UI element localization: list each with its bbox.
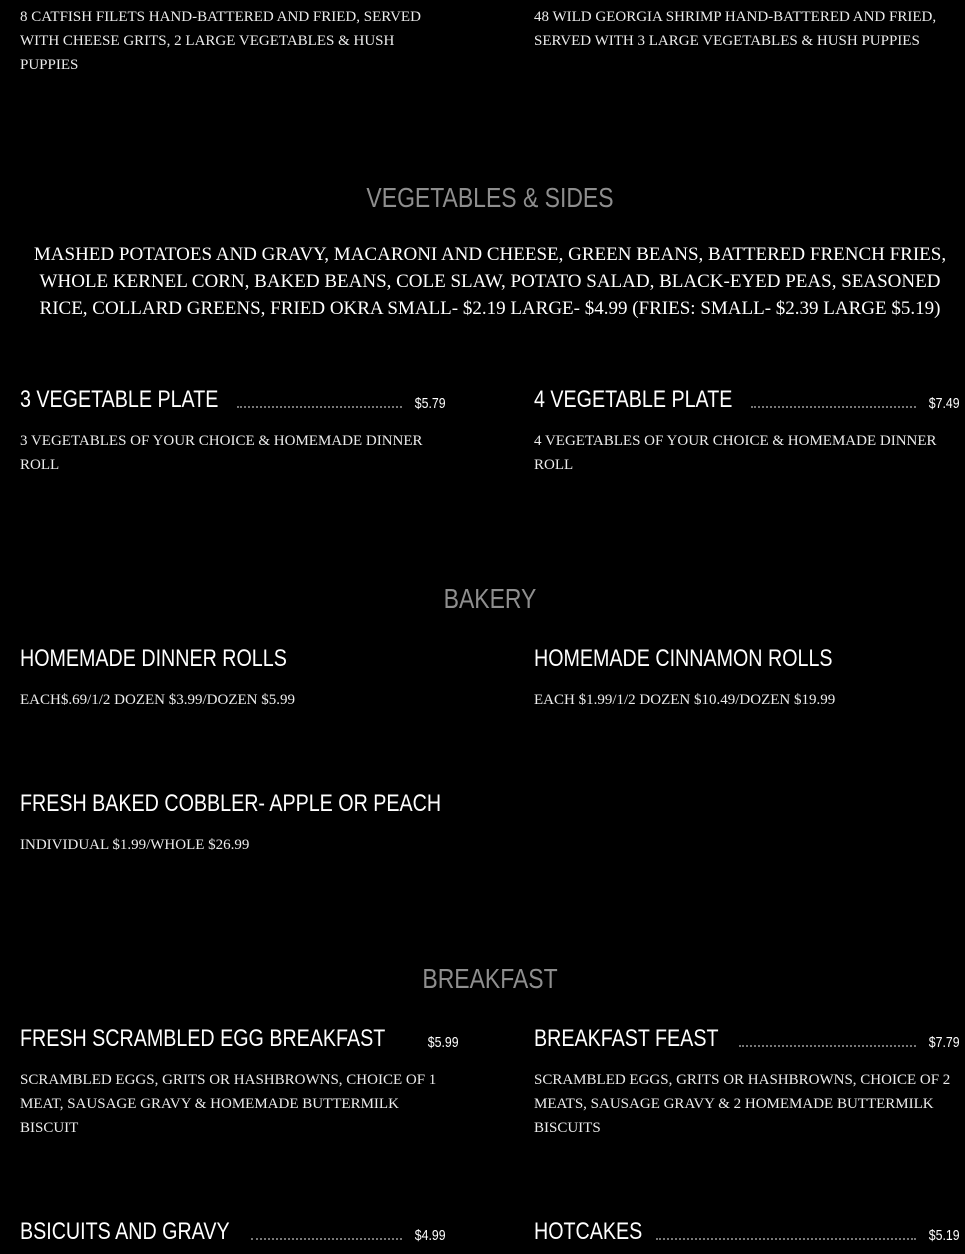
menu-item-4-vegetable-plate (534, 382, 960, 414)
menu-item-scrambled-egg-breakfast (20, 1021, 459, 1053)
item-name: FRESH SCRAMBLED EGG BREAKFAST (20, 1025, 386, 1052)
item-price: $7.79 (929, 1034, 960, 1051)
item-description: 3 VEGETABLES OF YOUR CHOICE & HOMEMADE DINNER ROLL (20, 433, 423, 473)
menu-item-dinner-rolls (20, 641, 446, 673)
item-price: $5.19 (929, 1227, 960, 1244)
menu-item-breakfast-feast (534, 1021, 960, 1053)
dot-leader (751, 406, 917, 408)
dot-leader (656, 1238, 916, 1240)
menu-item-cinnamon-rolls (534, 641, 960, 673)
item-name: 3 VEGETABLE PLATE (20, 386, 219, 413)
item-description: INDIVIDUAL $1.99/WHOLE $26.99 (20, 837, 250, 853)
item-name: HOTCAKES (534, 1218, 643, 1245)
item-price: $5.79 (415, 395, 446, 412)
item-price: $5.99 (428, 1034, 459, 1051)
dot-leader (237, 406, 403, 408)
item-description: EACH $1.99/1/2 DOZEN $10.49/DOZEN $19.99 (534, 692, 836, 708)
menu-item-3-vegetable-plate (20, 382, 446, 414)
shrimp-description: 48 WILD GEORGIA SHRIMP HAND-BATTERED AND FRIED, SERVED WITH 3 LARGE VEGETABLES & HUSH PUPPIES (534, 9, 937, 49)
item-description: SCRAMBLED EGGS, GRITS OR HASHBROWNS, CHOICE OF 2 MEATS, SAUSAGE GRAVY & 2 HOMEMADE BUTTERMILK BISCUITS (534, 1072, 951, 1136)
sides-list: MASHED POTATOES AND GRAVY, MACARONI AND CHEESE, GREEN BEANS, BATTERED FRENCH FRIES, WHOLE KERNEL CORN, BAKED BEANS, COLE SLAW, POTATO SALAD, BLACK-EYED PEAS, SEASONED RICE, COLLARD GREENS, FRIED OKRA SMALL- $2.19 LARGE- $4.99 (FRIES: SMALL- $2.39 LARGE $5.19) (33, 244, 947, 319)
section-title-vegetables: VEGETABLES & SIDES (366, 182, 614, 213)
item-name: HOMEMADE DINNER ROLLS (20, 645, 287, 672)
menu-item-biscuits-and-gravy (20, 1214, 446, 1246)
item-name: FRESH BAKED COBBLER- APPLE OR PEACH (20, 790, 442, 817)
menu-item-hotcakes (534, 1214, 960, 1246)
item-description: EACH$.69/1/2 DOZEN $3.99/DOZEN $5.99 (20, 692, 295, 708)
item-price: $4.99 (415, 1227, 446, 1244)
menu-item-cobbler (20, 786, 446, 818)
item-name: HOMEMADE CINNAMON ROLLS (534, 645, 833, 672)
catfish-description: 8 CATFISH FILETS HAND-BATTERED AND FRIED, SERVED WITH CHEESE GRITS, 2 LARGE VEGETABLES & HUSH PUPPIES (20, 9, 421, 73)
section-title-breakfast: BREAKFAST (422, 963, 558, 994)
item-name: BSICUITS AND GRAVY (20, 1218, 230, 1245)
dot-leader (739, 1045, 917, 1047)
item-price: $7.49 (929, 395, 960, 412)
item-description: SCRAMBLED EGGS, GRITS OR HASHBROWNS, CHOICE OF 1 MEAT, SAUSAGE GRAVY & HOMEMADE BUTTERMILK BISCUIT (20, 1072, 437, 1136)
dot-leader (251, 1238, 403, 1240)
item-name: BREAKFAST FEAST (534, 1025, 719, 1052)
section-title-bakery: BAKERY (443, 583, 537, 614)
item-description: 4 VEGETABLES OF YOUR CHOICE & HOMEMADE DINNER ROLL (534, 433, 937, 473)
item-name: 4 VEGETABLE PLATE (534, 386, 733, 413)
